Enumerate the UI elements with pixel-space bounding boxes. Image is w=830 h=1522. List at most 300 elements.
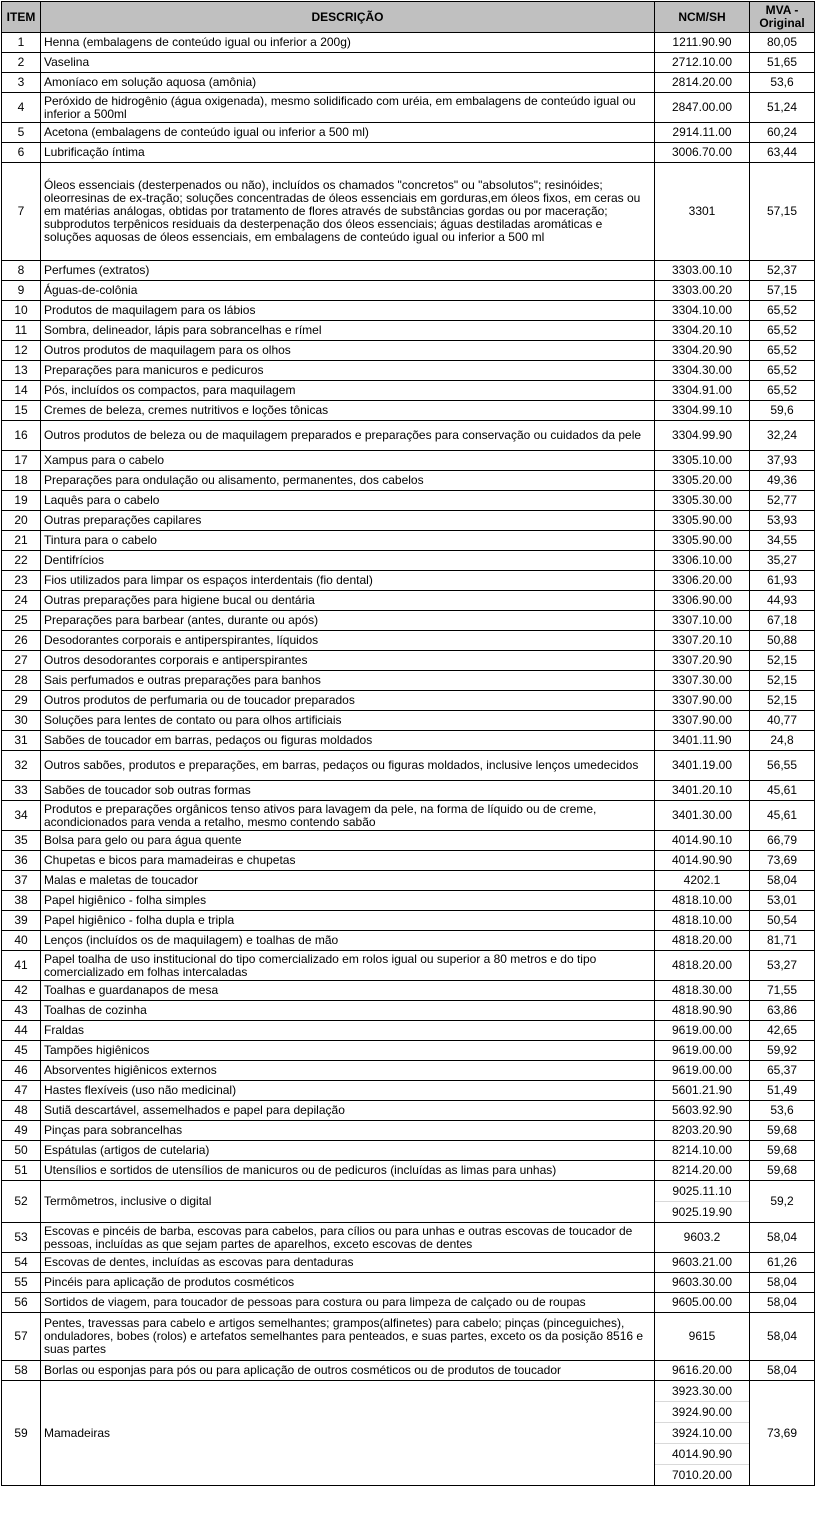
table-row bbox=[2, 1273, 815, 1293]
item-description: Pós, incluídos os compactos, para maquilagem bbox=[41, 381, 655, 401]
item-description: Lubrificação íntima bbox=[41, 143, 655, 163]
ncm-cell: 9603.21.00 bbox=[655, 1253, 750, 1273]
ncm-cell: 9615 bbox=[655, 1313, 750, 1361]
ncm-code: 3924.10.00 bbox=[655, 1422, 749, 1443]
table-row bbox=[2, 631, 815, 651]
item-description: Soluções para lentes de contato ou para olhos artificiais bbox=[41, 711, 655, 731]
mva-value: 80,05 bbox=[750, 33, 815, 53]
item-number: 51 bbox=[2, 1161, 41, 1181]
item-description: Utensílios e sortidos de utensílios de manicuros ou de pedicuros (incluídas as limas para unhas) bbox=[41, 1161, 655, 1181]
table-row bbox=[2, 871, 815, 891]
ncm-cell: 9619.00.00 bbox=[655, 1061, 750, 1081]
ncm-cell: 3307.90.00 bbox=[655, 691, 750, 711]
ncm-cell: 3307.20.90 bbox=[655, 651, 750, 671]
item-number: 2 bbox=[2, 53, 41, 73]
table-row bbox=[2, 281, 815, 301]
item-description: Chupetas e bicos para mamadeiras e chupetas bbox=[41, 851, 655, 871]
mva-value: 58,04 bbox=[750, 1223, 815, 1253]
mva-value: 42,65 bbox=[750, 1021, 815, 1041]
mva-value: 49,36 bbox=[750, 471, 815, 491]
item-number: 49 bbox=[2, 1121, 41, 1141]
ncm-cell: 3305.30.00 bbox=[655, 491, 750, 511]
ncm-cell: 3304.99.10 bbox=[655, 401, 750, 421]
table-row bbox=[2, 751, 815, 781]
item-description: Dentifrícios bbox=[41, 551, 655, 571]
mva-value: 52,77 bbox=[750, 491, 815, 511]
item-number: 11 bbox=[2, 321, 41, 341]
item-number: 46 bbox=[2, 1061, 41, 1081]
item-description: Pincéis para aplicação de produtos cosméticos bbox=[41, 1273, 655, 1293]
item-number: 17 bbox=[2, 451, 41, 471]
table-row bbox=[2, 1001, 815, 1021]
table-row bbox=[2, 1293, 815, 1313]
item-description: Bolsa para gelo ou para água quente bbox=[41, 831, 655, 851]
mva-value: 52,15 bbox=[750, 671, 815, 691]
table-row bbox=[2, 261, 815, 281]
table-row bbox=[2, 1041, 815, 1061]
table-row bbox=[2, 611, 815, 631]
ncm-cell: 3306.10.00 bbox=[655, 551, 750, 571]
ncm-cell: 3305.10.00 bbox=[655, 451, 750, 471]
mva-value: 58,04 bbox=[750, 1361, 815, 1381]
item-description: Sabões de toucador sob outras formas bbox=[41, 781, 655, 801]
ncm-cell: 5601.21.90 bbox=[655, 1081, 750, 1101]
mva-value: 51,49 bbox=[750, 1081, 815, 1101]
table-row bbox=[2, 571, 815, 591]
mva-value: 24,8 bbox=[750, 731, 815, 751]
mva-value: 50,54 bbox=[750, 911, 815, 931]
item-description: Outros produtos de beleza ou de maquilagem preparados e preparações para conservação ou cuidados da pele bbox=[41, 421, 655, 451]
mva-value: 44,93 bbox=[750, 591, 815, 611]
item-description: Águas-de-colônia bbox=[41, 281, 655, 301]
mva-value: 58,04 bbox=[750, 871, 815, 891]
table-row bbox=[2, 951, 815, 981]
item-number: 52 bbox=[2, 1181, 41, 1223]
item-description: Cremes de beleza, cremes nutritivos e loções tônicas bbox=[41, 401, 655, 421]
mva-value: 61,93 bbox=[750, 571, 815, 591]
item-description: Laquês para o cabelo bbox=[41, 491, 655, 511]
ncm-cell: 3306.90.00 bbox=[655, 591, 750, 611]
item-description: Lenços (incluídos os de maquilagem) e toalhas de mão bbox=[41, 931, 655, 951]
table-row bbox=[2, 551, 815, 571]
mva-value: 37,93 bbox=[750, 451, 815, 471]
item-number: 33 bbox=[2, 781, 41, 801]
header-descricao: DESCRIÇÃO bbox=[41, 2, 655, 33]
ncm-cell: 3304.91.00 bbox=[655, 381, 750, 401]
item-number: 16 bbox=[2, 421, 41, 451]
ncm-cell: 1211.90.90 bbox=[655, 33, 750, 53]
item-number: 54 bbox=[2, 1253, 41, 1273]
table-row bbox=[2, 1223, 815, 1253]
mva-value: 56,55 bbox=[750, 751, 815, 781]
item-description: Escovas e pincéis de barba, escovas para cabelos, para cílios ou para unhas e outras escovas de toucador de pessoas, incluídas as que sejam partes de aparelhos, exceto escovas de dentes bbox=[41, 1223, 655, 1253]
item-number: 9 bbox=[2, 281, 41, 301]
item-description: Produtos de maquilagem para os lábios bbox=[41, 301, 655, 321]
ncm-code: 9025.11.10 bbox=[672, 1184, 732, 1198]
table-row bbox=[2, 851, 815, 871]
mva-value: 65,52 bbox=[750, 381, 815, 401]
table-body bbox=[2, 33, 815, 1486]
mva-value: 52,15 bbox=[750, 651, 815, 671]
item-number: 27 bbox=[2, 651, 41, 671]
item-number: 37 bbox=[2, 871, 41, 891]
ncm-cell: 2847.00.00 bbox=[655, 93, 750, 123]
item-description: Pinças para sobrancelhas bbox=[41, 1121, 655, 1141]
mva-value: 73,69 bbox=[750, 1381, 815, 1486]
item-description: Outros produtos de perfumaria ou de toucador preparados bbox=[41, 691, 655, 711]
item-description: Outras preparações capilares bbox=[41, 511, 655, 531]
item-number: 13 bbox=[2, 361, 41, 381]
ncm-cell: 2814.20.00 bbox=[655, 73, 750, 93]
item-description: Amoníaco em solução aquosa (amônia) bbox=[41, 73, 655, 93]
item-number: 36 bbox=[2, 851, 41, 871]
table-row bbox=[2, 451, 815, 471]
item-number: 23 bbox=[2, 571, 41, 591]
item-number: 21 bbox=[2, 531, 41, 551]
mva-value: 60,24 bbox=[750, 123, 815, 143]
item-number: 31 bbox=[2, 731, 41, 751]
item-number: 42 bbox=[2, 981, 41, 1001]
item-description: Óleos essenciais (desterpenados ou não), incluídos os chamados "concretos" ou "absolutos"; resinóides; oleorresinas de ex-tração; soluções concentradas de óleos essenciais em gorduras,em óleos fixos, em ceras ou em matérias análogas, obtidas por tratamento de flores através de substâncias gordas ou por maceração; subprodutos terpênicos residuais da desterpenação dos óleos essenciais; águas destiladas aromáticas e soluções aquosas de óleos essenciais, em embalagens de conteúdo igual ou inferior a 500 ml bbox=[41, 163, 655, 261]
mva-value: 61,26 bbox=[750, 1253, 815, 1273]
ncm-cell: 4818.10.00 bbox=[655, 891, 750, 911]
mva-value: 53,93 bbox=[750, 511, 815, 531]
ncm-cell: 3305.20.00 bbox=[655, 471, 750, 491]
ncm-cell: 9619.00.00 bbox=[655, 1041, 750, 1061]
table-row bbox=[2, 531, 815, 551]
item-description: Hastes flexíveis (uso não medicinal) bbox=[41, 1081, 655, 1101]
mva-value: 51,24 bbox=[750, 93, 815, 123]
item-number: 35 bbox=[2, 831, 41, 851]
ncm-code-list bbox=[655, 1381, 749, 1485]
item-description: Sabões de toucador em barras, pedaços ou figuras moldados bbox=[41, 731, 655, 751]
mva-value: 59,68 bbox=[750, 1141, 815, 1161]
ncm-cell: 4014.90.90 bbox=[655, 851, 750, 871]
ncm-cell: 3305.90.00 bbox=[655, 511, 750, 531]
item-description: Desodorantes corporais e antiperspirantes, líquidos bbox=[41, 631, 655, 651]
table-row bbox=[2, 53, 815, 73]
mva-value: 59,6 bbox=[750, 401, 815, 421]
table-row bbox=[2, 1081, 815, 1101]
ncm-cell: 3304.10.00 bbox=[655, 301, 750, 321]
ncm-code: 3924.90.00 bbox=[655, 1401, 749, 1422]
ncm-cell: 4202.1 bbox=[655, 871, 750, 891]
table-row bbox=[2, 1361, 815, 1381]
item-description: Outros sabões, produtos e preparações, em barras, pedaços ou figuras moldados, inclusive lenços umedecidos bbox=[41, 751, 655, 781]
table-row bbox=[2, 1061, 815, 1081]
mva-value: 59,68 bbox=[750, 1161, 815, 1181]
item-description: Acetona (embalagens de conteúdo igual ou inferior a 500 ml) bbox=[41, 123, 655, 143]
item-number: 15 bbox=[2, 401, 41, 421]
item-description: Peróxido de hidrogênio (água oxigenada), mesmo solidificado com uréia, em embalagens de conteúdo igual ou inferior a 500ml bbox=[41, 93, 655, 123]
mva-value: 59,68 bbox=[750, 1121, 815, 1141]
item-number: 12 bbox=[2, 341, 41, 361]
ncm-cell: 3307.20.10 bbox=[655, 631, 750, 651]
table-row bbox=[2, 1253, 815, 1273]
item-number: 25 bbox=[2, 611, 41, 631]
mva-value: 67,18 bbox=[750, 611, 815, 631]
ncm-cell: 3401.20.10 bbox=[655, 781, 750, 801]
mva-value: 34,55 bbox=[750, 531, 815, 551]
table-row bbox=[2, 1181, 815, 1223]
mva-value: 45,61 bbox=[750, 801, 815, 831]
ncm-cell: 3306.20.00 bbox=[655, 571, 750, 591]
item-number: 41 bbox=[2, 951, 41, 981]
table-row bbox=[2, 471, 815, 491]
table-row bbox=[2, 831, 815, 851]
mva-value: 63,44 bbox=[750, 143, 815, 163]
mva-value: 57,15 bbox=[750, 163, 815, 261]
item-description: Papel higiênico - folha simples bbox=[41, 891, 655, 911]
item-description: Absorventes higiênicos externos bbox=[41, 1061, 655, 1081]
item-number: 34 bbox=[2, 801, 41, 831]
mva-value: 59,2 bbox=[750, 1181, 815, 1223]
item-number: 58 bbox=[2, 1361, 41, 1381]
item-description: Borlas ou esponjas para pós ou para aplicação de outros cosméticos ou de produtos de toucador bbox=[41, 1361, 655, 1381]
table-row bbox=[2, 93, 815, 123]
ncm-code-list bbox=[655, 1181, 749, 1222]
mva-value: 59,92 bbox=[750, 1041, 815, 1061]
item-number: 53 bbox=[2, 1223, 41, 1253]
mva-value: 52,37 bbox=[750, 261, 815, 281]
table-row bbox=[2, 341, 815, 361]
item-description: Outras preparações para higiene bucal ou dentária bbox=[41, 591, 655, 611]
item-number: 38 bbox=[2, 891, 41, 911]
table-row bbox=[2, 671, 815, 691]
item-number: 44 bbox=[2, 1021, 41, 1041]
item-description: Toalhas e guardanapos de mesa bbox=[41, 981, 655, 1001]
mva-value: 51,65 bbox=[750, 53, 815, 73]
item-description: Henna (embalagens de conteúdo igual ou inferior a 200g) bbox=[41, 33, 655, 53]
item-number: 30 bbox=[2, 711, 41, 731]
mva-table bbox=[1, 1, 815, 1486]
table-row bbox=[2, 1021, 815, 1041]
item-description: Outros produtos de maquilagem para os olhos bbox=[41, 341, 655, 361]
ncm-cell: 4818.20.00 bbox=[655, 951, 750, 981]
header-item: ITEM bbox=[2, 2, 41, 33]
ncm-code: 4014.90.90 bbox=[655, 1443, 749, 1464]
ncm-cell: 8214.20.00 bbox=[655, 1161, 750, 1181]
table-row bbox=[2, 421, 815, 451]
mva-value: 65,52 bbox=[750, 321, 815, 341]
item-description: Preparações para manicuros e pedicuros bbox=[41, 361, 655, 381]
item-description: Preparações para ondulação ou alisamento, permanentes, dos cabelos bbox=[41, 471, 655, 491]
mva-value: 53,01 bbox=[750, 891, 815, 911]
ncm-cell: 3303.00.20 bbox=[655, 281, 750, 301]
item-description: Tampões higiênicos bbox=[41, 1041, 655, 1061]
item-number: 10 bbox=[2, 301, 41, 321]
table-row bbox=[2, 891, 815, 911]
mva-value: 53,6 bbox=[750, 1101, 815, 1121]
item-number: 14 bbox=[2, 381, 41, 401]
item-number: 28 bbox=[2, 671, 41, 691]
ncm-cell: 9619.00.00 bbox=[655, 1021, 750, 1041]
table-row bbox=[2, 591, 815, 611]
mva-value: 32,24 bbox=[750, 421, 815, 451]
item-description: Vaselina bbox=[41, 53, 655, 73]
table-row bbox=[2, 1381, 815, 1486]
mva-value: 58,04 bbox=[750, 1313, 815, 1361]
table-row bbox=[2, 491, 815, 511]
table-row bbox=[2, 33, 815, 53]
item-number: 5 bbox=[2, 123, 41, 143]
mva-value: 53,27 bbox=[750, 951, 815, 981]
ncm-cell: 2914.11.00 bbox=[655, 123, 750, 143]
mva-value: 58,04 bbox=[750, 1293, 815, 1313]
item-description: Toalhas de cozinha bbox=[41, 1001, 655, 1021]
table-row bbox=[2, 691, 815, 711]
item-description: Papel toalha de uso institucional do tipo comercializado em rolos igual ou superior a 80 metros e do tipo comercializado em folhas intercaladas bbox=[41, 951, 655, 981]
ncm-cell: 3307.10.00 bbox=[655, 611, 750, 631]
item-number: 18 bbox=[2, 471, 41, 491]
ncm-cell: 4818.20.00 bbox=[655, 931, 750, 951]
item-number: 32 bbox=[2, 751, 41, 781]
item-number: 45 bbox=[2, 1041, 41, 1061]
item-number: 55 bbox=[2, 1273, 41, 1293]
table-row bbox=[2, 1141, 815, 1161]
mva-value: 53,6 bbox=[750, 73, 815, 93]
item-description: Preparações para barbear (antes, durante ou após) bbox=[41, 611, 655, 631]
ncm-cell: 3006.70.00 bbox=[655, 143, 750, 163]
table-row bbox=[2, 301, 815, 321]
table-row bbox=[2, 1121, 815, 1141]
ncm-cell: 8214.10.00 bbox=[655, 1141, 750, 1161]
table-row bbox=[2, 381, 815, 401]
ncm-cell: 3401.19.00 bbox=[655, 751, 750, 781]
item-number: 40 bbox=[2, 931, 41, 951]
ncm-cell: 9616.20.00 bbox=[655, 1361, 750, 1381]
mva-value: 65,52 bbox=[750, 341, 815, 361]
item-description: Sutiã descartável, assemelhados e papel para depilação bbox=[41, 1101, 655, 1121]
mva-value: 58,04 bbox=[750, 1273, 815, 1293]
item-number: 19 bbox=[2, 491, 41, 511]
ncm-cell: 3305.90.00 bbox=[655, 531, 750, 551]
table-row bbox=[2, 911, 815, 931]
item-description: Produtos e preparações orgânicos tenso ativos para lavagem da pele, na forma de líquido ou de creme, acondicionados para venda a retalho, mesmo contendo sabão bbox=[41, 801, 655, 831]
item-description: Fraldas bbox=[41, 1021, 655, 1041]
ncm-cell: 3304.30.00 bbox=[655, 361, 750, 381]
mva-value: 50,88 bbox=[750, 631, 815, 651]
item-description: Sombra, delineador, lápis para sobrancelhas e rímel bbox=[41, 321, 655, 341]
table-row bbox=[2, 361, 815, 381]
item-description: Escovas de dentes, incluídas as escovas para dentaduras bbox=[41, 1253, 655, 1273]
mva-value: 81,71 bbox=[750, 931, 815, 951]
item-description: Papel higiênico - folha dupla e tripla bbox=[41, 911, 655, 931]
table-row bbox=[2, 981, 815, 1001]
header-row bbox=[2, 2, 815, 33]
ncm-cell: 3304.99.90 bbox=[655, 421, 750, 451]
item-number: 7 bbox=[2, 163, 41, 261]
table-row bbox=[2, 1161, 815, 1181]
item-description: Outros desodorantes corporais e antiperspirantes bbox=[41, 651, 655, 671]
item-description: Malas e maletas de toucador bbox=[41, 871, 655, 891]
ncm-cell: 9603.30.00 bbox=[655, 1273, 750, 1293]
item-description: Perfumes (extratos) bbox=[41, 261, 655, 281]
item-description: Sortidos de viagem, para toucador de pessoas para costura ou para limpeza de calçado ou de roupas bbox=[41, 1293, 655, 1313]
ncm-cell: 9605.00.00 bbox=[655, 1293, 750, 1313]
item-number: 26 bbox=[2, 631, 41, 651]
ncm-code: 9025.19.90 bbox=[655, 1201, 749, 1222]
item-description: Termômetros, inclusive o digital bbox=[41, 1181, 655, 1223]
table-row bbox=[2, 651, 815, 671]
item-number: 50 bbox=[2, 1141, 41, 1161]
item-number: 56 bbox=[2, 1293, 41, 1313]
mva-value: 73,69 bbox=[750, 851, 815, 871]
item-number: 6 bbox=[2, 143, 41, 163]
item-number: 43 bbox=[2, 1001, 41, 1021]
mva-value: 57,15 bbox=[750, 281, 815, 301]
mva-value: 71,55 bbox=[750, 981, 815, 1001]
ncm-cell: 3307.90.00 bbox=[655, 711, 750, 731]
table-row bbox=[2, 123, 815, 143]
table-row bbox=[2, 1101, 815, 1121]
header-mva: MVA - Original bbox=[750, 2, 815, 33]
item-description: Sais perfumados e outras preparações para banhos bbox=[41, 671, 655, 691]
item-description: Xampus para o cabelo bbox=[41, 451, 655, 471]
table-row bbox=[2, 401, 815, 421]
mva-value: 35,27 bbox=[750, 551, 815, 571]
item-number: 4 bbox=[2, 93, 41, 123]
item-description: Pentes, travessas para cabelo e artigos semelhantes; grampos(alfinetes) para cabelo; pinças (pinceguiches), onduladores, bobes (rolos) e artefatos semelhantes para penteados, e suas partes, exceto os da posição 8516 e suas partes bbox=[41, 1313, 655, 1361]
item-number: 3 bbox=[2, 73, 41, 93]
item-number: 20 bbox=[2, 511, 41, 531]
ncm-cell: 3307.30.00 bbox=[655, 671, 750, 691]
item-number: 29 bbox=[2, 691, 41, 711]
item-number: 57 bbox=[2, 1313, 41, 1361]
table-row bbox=[2, 143, 815, 163]
table-row bbox=[2, 321, 815, 341]
item-number: 47 bbox=[2, 1081, 41, 1101]
ncm-cell: 5603.92.90 bbox=[655, 1101, 750, 1121]
ncm-cell: 2712.10.00 bbox=[655, 53, 750, 73]
item-number: 1 bbox=[2, 33, 41, 53]
table-row bbox=[2, 711, 815, 731]
ncm-cell: 3301 bbox=[655, 163, 750, 261]
item-number: 8 bbox=[2, 261, 41, 281]
item-description: Mamadeiras bbox=[41, 1381, 655, 1486]
table-row bbox=[2, 511, 815, 531]
mva-value: 45,61 bbox=[750, 781, 815, 801]
item-number: 24 bbox=[2, 591, 41, 611]
ncm-cell: 9603.2 bbox=[655, 1223, 750, 1253]
ncm-cell bbox=[655, 1381, 750, 1486]
ncm-code: 3923.30.00 bbox=[671, 1384, 733, 1398]
table-row bbox=[2, 781, 815, 801]
ncm-cell: 4818.10.00 bbox=[655, 911, 750, 931]
ncm-code: 7010.20.00 bbox=[655, 1464, 749, 1485]
item-description: Fios utilizados para limpar os espaços interdentais (fio dental) bbox=[41, 571, 655, 591]
table-row bbox=[2, 1313, 815, 1361]
item-description: Tintura para o cabelo bbox=[41, 531, 655, 551]
ncm-cell: 3401.30.00 bbox=[655, 801, 750, 831]
table-row bbox=[2, 163, 815, 261]
item-number: 48 bbox=[2, 1101, 41, 1121]
ncm-cell: 3303.00.10 bbox=[655, 261, 750, 281]
ncm-cell bbox=[655, 1181, 750, 1223]
mva-value: 63,86 bbox=[750, 1001, 815, 1021]
ncm-cell: 3304.20.90 bbox=[655, 341, 750, 361]
ncm-cell: 4818.90.90 bbox=[655, 1001, 750, 1021]
item-number: 39 bbox=[2, 911, 41, 931]
ncm-cell: 8203.20.90 bbox=[655, 1121, 750, 1141]
ncm-cell: 3401.11.90 bbox=[655, 731, 750, 751]
mva-value: 66,79 bbox=[750, 831, 815, 851]
table-row bbox=[2, 73, 815, 93]
table-row bbox=[2, 801, 815, 831]
mva-value: 65,52 bbox=[750, 361, 815, 381]
ncm-cell: 4014.90.10 bbox=[655, 831, 750, 851]
item-description: Espátulas (artigos de cutelaria) bbox=[41, 1141, 655, 1161]
